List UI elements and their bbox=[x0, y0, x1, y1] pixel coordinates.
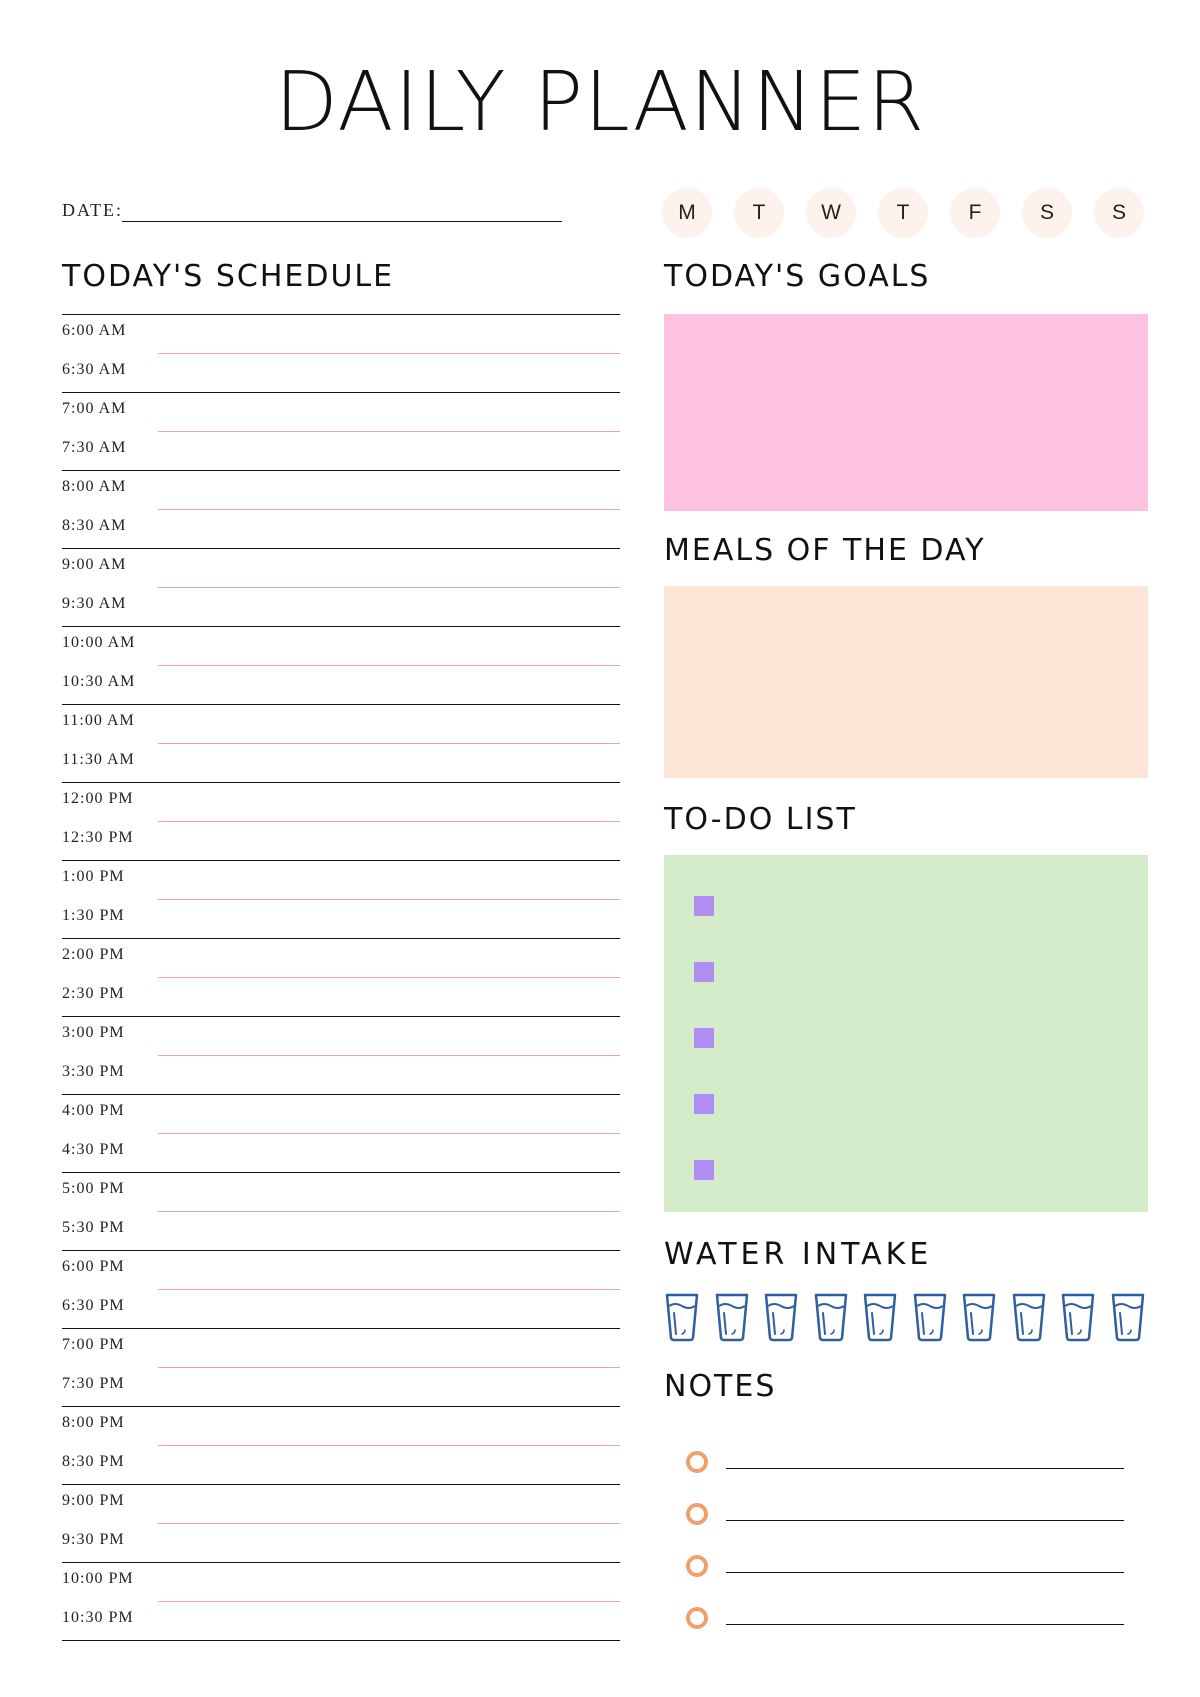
notes-line-item[interactable] bbox=[686, 1503, 1126, 1527]
schedule-row[interactable] bbox=[62, 1601, 620, 1640]
weekday-circle-3[interactable]: T bbox=[878, 188, 928, 238]
schedule-time-label: 5:30 PM bbox=[62, 1219, 125, 1236]
todo-checkbox[interactable] bbox=[694, 1160, 714, 1180]
schedule-row[interactable] bbox=[62, 1367, 620, 1406]
weekday-circle-5[interactable]: S bbox=[1022, 188, 1072, 238]
schedule-time-label: 6:00 AM bbox=[62, 322, 127, 339]
schedule-row[interactable] bbox=[62, 314, 620, 353]
schedule-time-label: 6:30 AM bbox=[62, 361, 127, 378]
water-glass-icon[interactable] bbox=[664, 1292, 700, 1342]
schedule-time-label: 3:30 PM bbox=[62, 1063, 125, 1080]
weekday-circle-2[interactable]: W bbox=[806, 188, 856, 238]
schedule-time-label: 4:00 PM bbox=[62, 1102, 125, 1119]
schedule-row[interactable] bbox=[62, 431, 620, 470]
schedule-time-label: 10:00 AM bbox=[62, 634, 136, 651]
schedule-row[interactable] bbox=[62, 353, 620, 392]
schedule-row[interactable] bbox=[62, 1445, 620, 1484]
water-glass-icon[interactable] bbox=[763, 1292, 799, 1342]
water-intake-tracker bbox=[664, 1292, 1154, 1342]
schedule-time-label: 6:00 PM bbox=[62, 1258, 125, 1275]
schedule-time-label: 7:30 AM bbox=[62, 439, 127, 456]
schedule-divider bbox=[62, 1640, 620, 1641]
weekday-circle-4[interactable]: F bbox=[950, 188, 1000, 238]
schedule-row[interactable] bbox=[62, 938, 620, 977]
goals-heading: TODAY'S GOALS bbox=[664, 259, 931, 294]
water-glass-icon[interactable] bbox=[1060, 1292, 1096, 1342]
circle-bullet-icon bbox=[686, 1607, 708, 1629]
schedule-row[interactable] bbox=[62, 977, 620, 1016]
schedule-row[interactable] bbox=[62, 1055, 620, 1094]
schedule-time-label: 9:30 PM bbox=[62, 1531, 125, 1548]
todo-heading: TO-DO LIST bbox=[664, 802, 857, 837]
water-heading: WATER INTAKE bbox=[664, 1237, 933, 1272]
schedule-row[interactable] bbox=[62, 899, 620, 938]
schedule-row[interactable] bbox=[62, 1133, 620, 1172]
schedule-row[interactable] bbox=[62, 704, 620, 743]
schedule-row[interactable] bbox=[62, 1484, 620, 1523]
schedule-heading: TODAY'S SCHEDULE bbox=[62, 259, 395, 294]
date-label: DATE: bbox=[62, 200, 123, 220]
schedule-time-label: 9:00 PM bbox=[62, 1492, 125, 1509]
water-glass-icon[interactable] bbox=[862, 1292, 898, 1342]
date-field[interactable] bbox=[62, 196, 562, 224]
weekday-circle-1[interactable]: T bbox=[734, 188, 784, 238]
page-title: DAILY PLANNER bbox=[274, 55, 926, 150]
schedule-row[interactable] bbox=[62, 665, 620, 704]
schedule-time-label: 11:30 AM bbox=[62, 751, 135, 768]
water-glass-icon[interactable] bbox=[1011, 1292, 1047, 1342]
schedule-row[interactable] bbox=[62, 626, 620, 665]
weekday-circle-6[interactable]: S bbox=[1094, 188, 1144, 238]
schedule-time-label: 9:00 AM bbox=[62, 556, 127, 573]
notes-heading: NOTES bbox=[664, 1369, 777, 1404]
schedule-time-label: 11:00 AM bbox=[62, 712, 135, 729]
weekday-selector bbox=[662, 188, 1152, 244]
schedule-time-label: 2:00 PM bbox=[62, 946, 125, 963]
schedule-list bbox=[62, 314, 620, 1640]
notes-write-line bbox=[726, 1468, 1124, 1469]
schedule-time-label: 6:30 PM bbox=[62, 1297, 125, 1314]
notes-write-line bbox=[726, 1624, 1124, 1625]
schedule-row[interactable] bbox=[62, 1562, 620, 1601]
schedule-time-label: 2:30 PM bbox=[62, 985, 125, 1002]
schedule-time-label: 3:00 PM bbox=[62, 1024, 125, 1041]
water-glass-icon[interactable] bbox=[813, 1292, 849, 1342]
schedule-row[interactable] bbox=[62, 1523, 620, 1562]
date-line bbox=[122, 221, 562, 222]
schedule-row[interactable] bbox=[62, 1016, 620, 1055]
schedule-row[interactable] bbox=[62, 470, 620, 509]
water-glass-icon[interactable] bbox=[1110, 1292, 1146, 1342]
todo-checkbox[interactable] bbox=[694, 962, 714, 982]
schedule-row[interactable] bbox=[62, 860, 620, 899]
circle-bullet-icon bbox=[686, 1503, 708, 1525]
goals-box[interactable] bbox=[664, 314, 1148, 511]
todo-box bbox=[664, 855, 1148, 1212]
todo-checkbox[interactable] bbox=[694, 1094, 714, 1114]
water-glass-icon[interactable] bbox=[961, 1292, 997, 1342]
meals-box[interactable] bbox=[664, 586, 1148, 778]
schedule-time-label: 12:30 PM bbox=[62, 829, 134, 846]
schedule-row[interactable] bbox=[62, 1289, 620, 1328]
circle-bullet-icon bbox=[686, 1451, 708, 1473]
schedule-time-label: 1:30 PM bbox=[62, 907, 125, 924]
schedule-time-label: 7:00 AM bbox=[62, 400, 127, 417]
schedule-row[interactable] bbox=[62, 1328, 620, 1367]
notes-line-item[interactable] bbox=[686, 1607, 1126, 1631]
circle-bullet-icon bbox=[686, 1555, 708, 1577]
todo-checkbox[interactable] bbox=[694, 1028, 714, 1048]
schedule-time-label: 9:30 AM bbox=[62, 595, 127, 612]
schedule-time-label: 8:00 PM bbox=[62, 1414, 125, 1431]
schedule-time-label: 5:00 PM bbox=[62, 1180, 125, 1197]
schedule-row[interactable] bbox=[62, 1172, 620, 1211]
schedule-row[interactable] bbox=[62, 587, 620, 626]
schedule-time-label: 8:30 PM bbox=[62, 1453, 125, 1470]
schedule-time-label: 4:30 PM bbox=[62, 1141, 125, 1158]
notes-write-line bbox=[726, 1572, 1124, 1573]
schedule-row[interactable] bbox=[62, 392, 620, 431]
schedule-row[interactable] bbox=[62, 1094, 620, 1133]
schedule-time-label: 12:00 PM bbox=[62, 790, 134, 807]
schedule-row[interactable] bbox=[62, 743, 620, 782]
water-glass-icon[interactable] bbox=[912, 1292, 948, 1342]
schedule-time-label: 7:00 PM bbox=[62, 1336, 125, 1353]
schedule-row[interactable] bbox=[62, 548, 620, 587]
schedule-time-label: 7:30 PM bbox=[62, 1375, 125, 1392]
schedule-row[interactable] bbox=[62, 509, 620, 548]
notes-line-item[interactable] bbox=[686, 1451, 1126, 1475]
todo-checkbox[interactable] bbox=[694, 896, 714, 916]
water-glass-icon[interactable] bbox=[714, 1292, 750, 1342]
schedule-row[interactable] bbox=[62, 1406, 620, 1445]
meals-heading: MEALS OF THE DAY bbox=[664, 533, 986, 568]
schedule-time-label: 1:00 PM bbox=[62, 868, 125, 885]
schedule-row[interactable] bbox=[62, 821, 620, 860]
schedule-time-label: 10:00 PM bbox=[62, 1570, 134, 1587]
notes-line-item[interactable] bbox=[686, 1555, 1126, 1579]
schedule-row[interactable] bbox=[62, 1250, 620, 1289]
notes-write-line bbox=[726, 1520, 1124, 1521]
schedule-time-label: 10:30 AM bbox=[62, 673, 136, 690]
schedule-row[interactable] bbox=[62, 1211, 620, 1250]
schedule-time-label: 10:30 PM bbox=[62, 1609, 134, 1626]
weekday-circle-0[interactable]: M bbox=[662, 188, 712, 238]
schedule-time-label: 8:00 AM bbox=[62, 478, 127, 495]
schedule-row[interactable] bbox=[62, 782, 620, 821]
schedule-time-label: 8:30 AM bbox=[62, 517, 127, 534]
